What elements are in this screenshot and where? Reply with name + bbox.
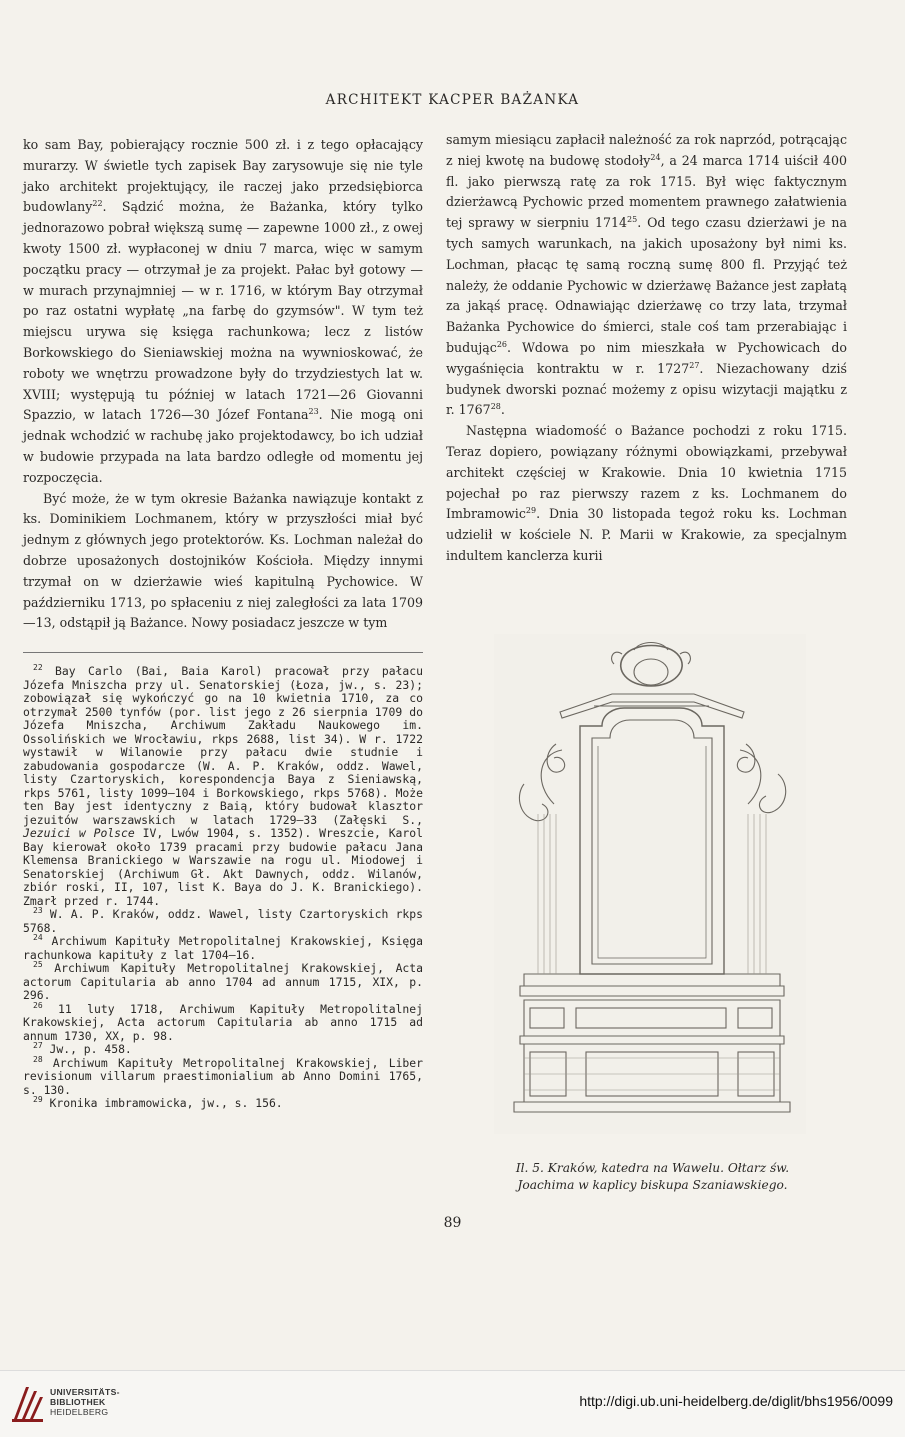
altar-drawing (494, 634, 806, 1134)
right-paragraph-2: Następna wiadomość o Bażance pochodzi z roku 1715. Teraz dopiero, powiązany różnymi obowiązkami, przebywał architekt częściej w Krakowie. Dnia 10 kwietnia 1715 pojechał po raz pierwszy razem z ks. Lochmanem do Imbramowic$^{29}$. Dnia 30 listopada tegoż roku ks. Lochman udzielił w kościele N. P. Marii w Krakowie, za specjalnym indultem kanclerza kurii (446, 423, 847, 563)
footnote-ref[interactable]: 27 (689, 360, 700, 370)
footnote-ref[interactable]: 22 (92, 199, 103, 209)
footnote-22: $^{22}$ Bay Carlo (Bai, Baia Karol) pracował przy pałacu Józefa Mniszcha przy ul. Senatorskiej (Łoza, jw., s. 23); zobowiązał się wykończyć go na 10 kwietnia 1710, za co otrzymał 2500 tynfów (por. list jego z 26 sierpnia 1709 do Józefa Mniszcha, Archiwum Zakładu Naukowego im. Ossolińskich we Wrocławiu, rkps 2688, list 34). W r. 1722 wystawił w Wilanowie przy pałacu dwie studnie i zabudowania gospodarcze (W. A. P. Kraków, oddz. Wawel, listy Czartoryskich, korespondencja Baya z Sieniawską, rkps 5761, listy 1099—104 i Borkowskiego, rkps 5768). Może ten Bay jest identyczny z Baią, który budował klasztor jezuitów warszawskich w latach 1729—33 (Załęski S., Jezuici w Polsce IV, Lwów 1904, s. 1352). Wreszcie, Karol Bay kierował około 1739 pracami przy budowie pałacu Jana Klemensa Branickiego w Warszawie na rogu ul. Miodowej i Senatorskiej (Archiwum Gł. Akt Dawnych, oddz. Wilanów, zbiór roski, II, 107, list K. Baya do J. K. Branickiego). Zmarł przed r. 1744. (23, 663, 424, 908)
footnote-26: $^{26}$ 11 luty 1718, Archiwum Kapituły Metropolitalnej Krakowskiej, Acta actorum Capitularia ab anno 1715 ad annum 1730, XX, p. 98. (23, 1000, 423, 1043)
left-paragraph-2: Być może, że w tym okresie Bażanka nawiązuje kontakt z ks. Dominikiem Lochmanem, który w przyszłości miał być jednym z głównych jego protektorów. Ks. Lochman należał do dobrze uposażonych dostojników Kościoła. Między innymi trzymał on w dzierżawie wieś kapitulną Pychowice. W październiku 1713, po spłaceniu z niej zaległości za lata 1709—13, odstąpił ją Bażance. Nowy posiadacz jeszcze w tym (23, 490, 423, 631)
right-paragraph-1: samym miesiącu zapłacił należność za rok naprzód, potrącając z niej kwotę na budowę stodoły$^{24}$, a 24 marca 1714 uiścił 400 fl. jako pierwszą ratę za rok 1715. Był więc faktycznym dzierżawcą Pychowic przed momentem prawnego załatwienia tej sprawy w sierpniu 1714$^{25}$. Od tego czasu dzierżawi je na tych samych warunkach, na jakich uposażony był nimi ks. Lochman, płacąc tę samą roczną sumę 800 fl. Przyjąć też należy, że oddanie Pychowic w dzierżawę Bażance jest zapłatą za jakąś pracę. Odnawiając dzierżawę co trzy lata, trzymał Bażanka Pychowice do śmierci, stale coś tam przerabiając i budując$^{26}$. Wdowa po nim mieszkała w Pychowicach do wygaśnięcia kontraktu w r. 1727$^{27}$. Niezachowany dziś budynek dworski poznać możemy z opisu wizytacji majątku z r. 1767$^{28}$. (446, 132, 847, 418)
left-column (23, 135, 423, 634)
page-number: 89 (443, 1215, 462, 1231)
footnote-ref[interactable]: 28 (490, 402, 501, 412)
footnote-29: $^{29}$ Kronika imbramowicka, jw., s. 156. (33, 1095, 283, 1110)
footnote-ref[interactable]: 29 (525, 506, 537, 516)
figure-caption: Il. 5. Kraków, katedra na Wawelu. Ołtarz św. Joachima w kaplicy biskupa Szaniawskiego. (515, 1161, 790, 1192)
footnotes (23, 665, 423, 1111)
footnote-ref[interactable]: 25 (627, 215, 638, 224)
altar-illustration (494, 634, 806, 1134)
footnote-divider (23, 652, 423, 653)
right-column (446, 130, 847, 567)
left-paragraph-1: ko sam Bay, pobierający rocznie 500 zł. i z tego opłacający murarzy. W świetle tych zapisek Bay zarysowuje się nie tyle jako architekt projektujący, ile raczej jako przedsiębiorca budowlany$^{22}$. Sądzić można, że Bażanka, który tylko jednorazowo pobrał większą sumę — zapewne 1000 zł., z owej kwoty 1500 zł. wypłaconej w dniu 7 marca, więc w samym początku pracy — otrzymał je za projekt. Pałac był gotowy — w murach przynajmniej — w r. 1716, w którym Bay otrzymał po raz ostatni wypłatę „na farbę do gzymsów". W tym też miejscu urywa się księga rachunkowa; lecz z listów Borkowskiego do Sieniawskiej można na wywnioskować, że roboty we wnętrzu prowadzone były do trzydziestych lat w. XVIII; występują tu później w latach 1721—26 Giovanni Spazzio, w latach 1726—30 Józef Fontana$^{23}$. Nie mogą oni jednak wchodzić w rachubę jako projektodawcy, bo ich udział w budowie przypada na lata bardzo odległe od momentu jej rozpoczęcia. (23, 137, 424, 485)
library-footer (0, 1370, 905, 1437)
university-library-logo-icon[interactable] (10, 1383, 44, 1423)
footnote-27: $^{27}$ Jw., p. 458. (33, 1041, 132, 1056)
library-name[interactable]: UNIVERSITÄTS- BIBLIOTHEK HEIDELBERG (50, 1387, 120, 1417)
footnote-25: $^{25}$ Archiwum Kapituły Metropolitalnej Krakowskiej, Acta actorum Capitularia ab anno 1704 ad annum 1715, XIX, p. 296. (23, 960, 423, 1002)
footnote-23: $^{23}$ W. A. P. Kraków, oddz. Wawel, listy Czartoryskich rkps 5768. (23, 906, 423, 935)
footnote-24: $^{24}$ Archiwum Kapituły Metropolitalnej Krakowskiej, Księga rachunkowa kapituły z lat 1704—16. (23, 933, 424, 962)
running-head: ARCHITEKT KACPER BAŻANKA (325, 92, 580, 108)
footnote-28: $^{28}$ Archiwum Kapituły Metropolitalnej Krakowskiej, Liber revisionum villarum praestimonialium ab Anno Domini 1765, s. 130. (23, 1054, 424, 1097)
footnote-ref[interactable]: 26 (496, 339, 507, 349)
footnote-ref[interactable]: 23 (308, 407, 319, 417)
footnote-ref[interactable]: 24 (650, 152, 661, 162)
permalink-url[interactable]: http://digi.ub.uni-heidelberg.de/diglit/bhs1956/0099 (579, 1393, 893, 1409)
